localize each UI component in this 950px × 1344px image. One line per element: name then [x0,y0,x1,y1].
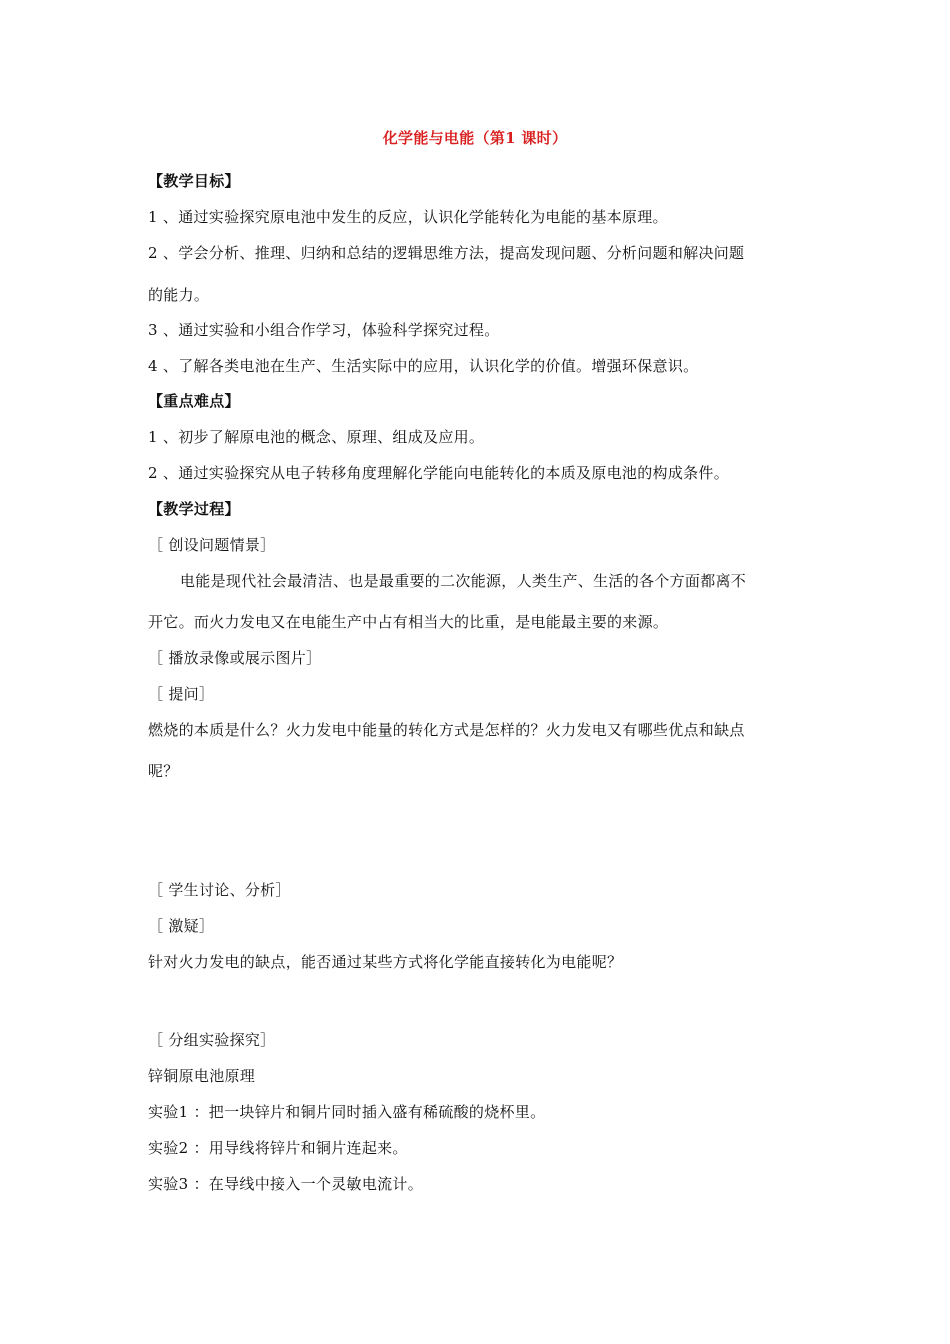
scenario-text-1: 电能是现代社会最清洁、也是最重要的二次能源，人类生产、生活的各个方面都离不 [180,572,747,590]
doubt-label: ［ 激疑］ [148,917,215,935]
scenario-label: ［ 创设问题情景］ [148,536,276,554]
experiment-3: 实验3 ：在导线中接入一个灵敏电流计。 [148,1175,424,1193]
question-label: ［ 提问］ [148,685,215,703]
objectives-heading: 【教学目标】 [148,172,240,190]
keypoints-heading: 【重点难点】 [148,392,240,410]
objective-item-2-cont: 的能力。 [148,286,210,304]
objective-item-1: 1 、通过实验探究原电池中发生的反应，认识化学能转化为电能的基本原理。 [148,208,668,226]
objective-item-3: 3 、通过实验和小组合作学习，体验科学探究过程。 [148,321,500,339]
scenario-text-2: 开它。而火力发电又在电能生产中占有相当大的比重，是电能最主要的来源。 [148,613,669,631]
experiment-label: ［ 分组实验探究］ [148,1031,276,1049]
doubt-text: 针对火力发电的缺点，能否通过某些方式将化学能直接转化为电能呢？ [148,953,623,971]
keypoint-item-2: 2 、通过实验探究从电子转移角度理解化学能向电能转化的本质及原电池的构成条件。 [148,464,730,482]
discussion-label: ［ 学生讨论、分析］ [148,881,291,899]
objective-item-2: 2 、学会分析、推理、归纳和总结的逻辑思维方法，提高发现问题、分析问题和解决问题 [148,244,745,262]
keypoint-item-1: 1 、初步了解原电池的概念、原理、组成及应用。 [148,428,485,446]
objective-item-4: 4 、了解各类电池在生产、生活实际中的应用，认识化学的价值。增强环保意识。 [148,357,699,375]
experiment-2: 实验2 ：用导线将锌片和铜片连起来。 [148,1139,408,1157]
experiment-1: 实验1 ：把一块锌片和铜片同时插入盛有稀硫酸的烧杯里。 [148,1103,546,1121]
question-text-2: 呢？ [148,762,179,780]
experiment-subtitle: 锌铜原电池原理 [148,1067,256,1085]
process-heading: 【教学过程】 [148,500,240,518]
document-title: 化学能与电能（第1 课时） [382,129,568,147]
question-text-1: 燃烧的本质是什么？火力发电中能量的转化方式是怎样的？火力发电又有哪些优点和缺点 [148,721,745,739]
video-label: ［ 播放录像或展示图片］ [148,649,322,667]
